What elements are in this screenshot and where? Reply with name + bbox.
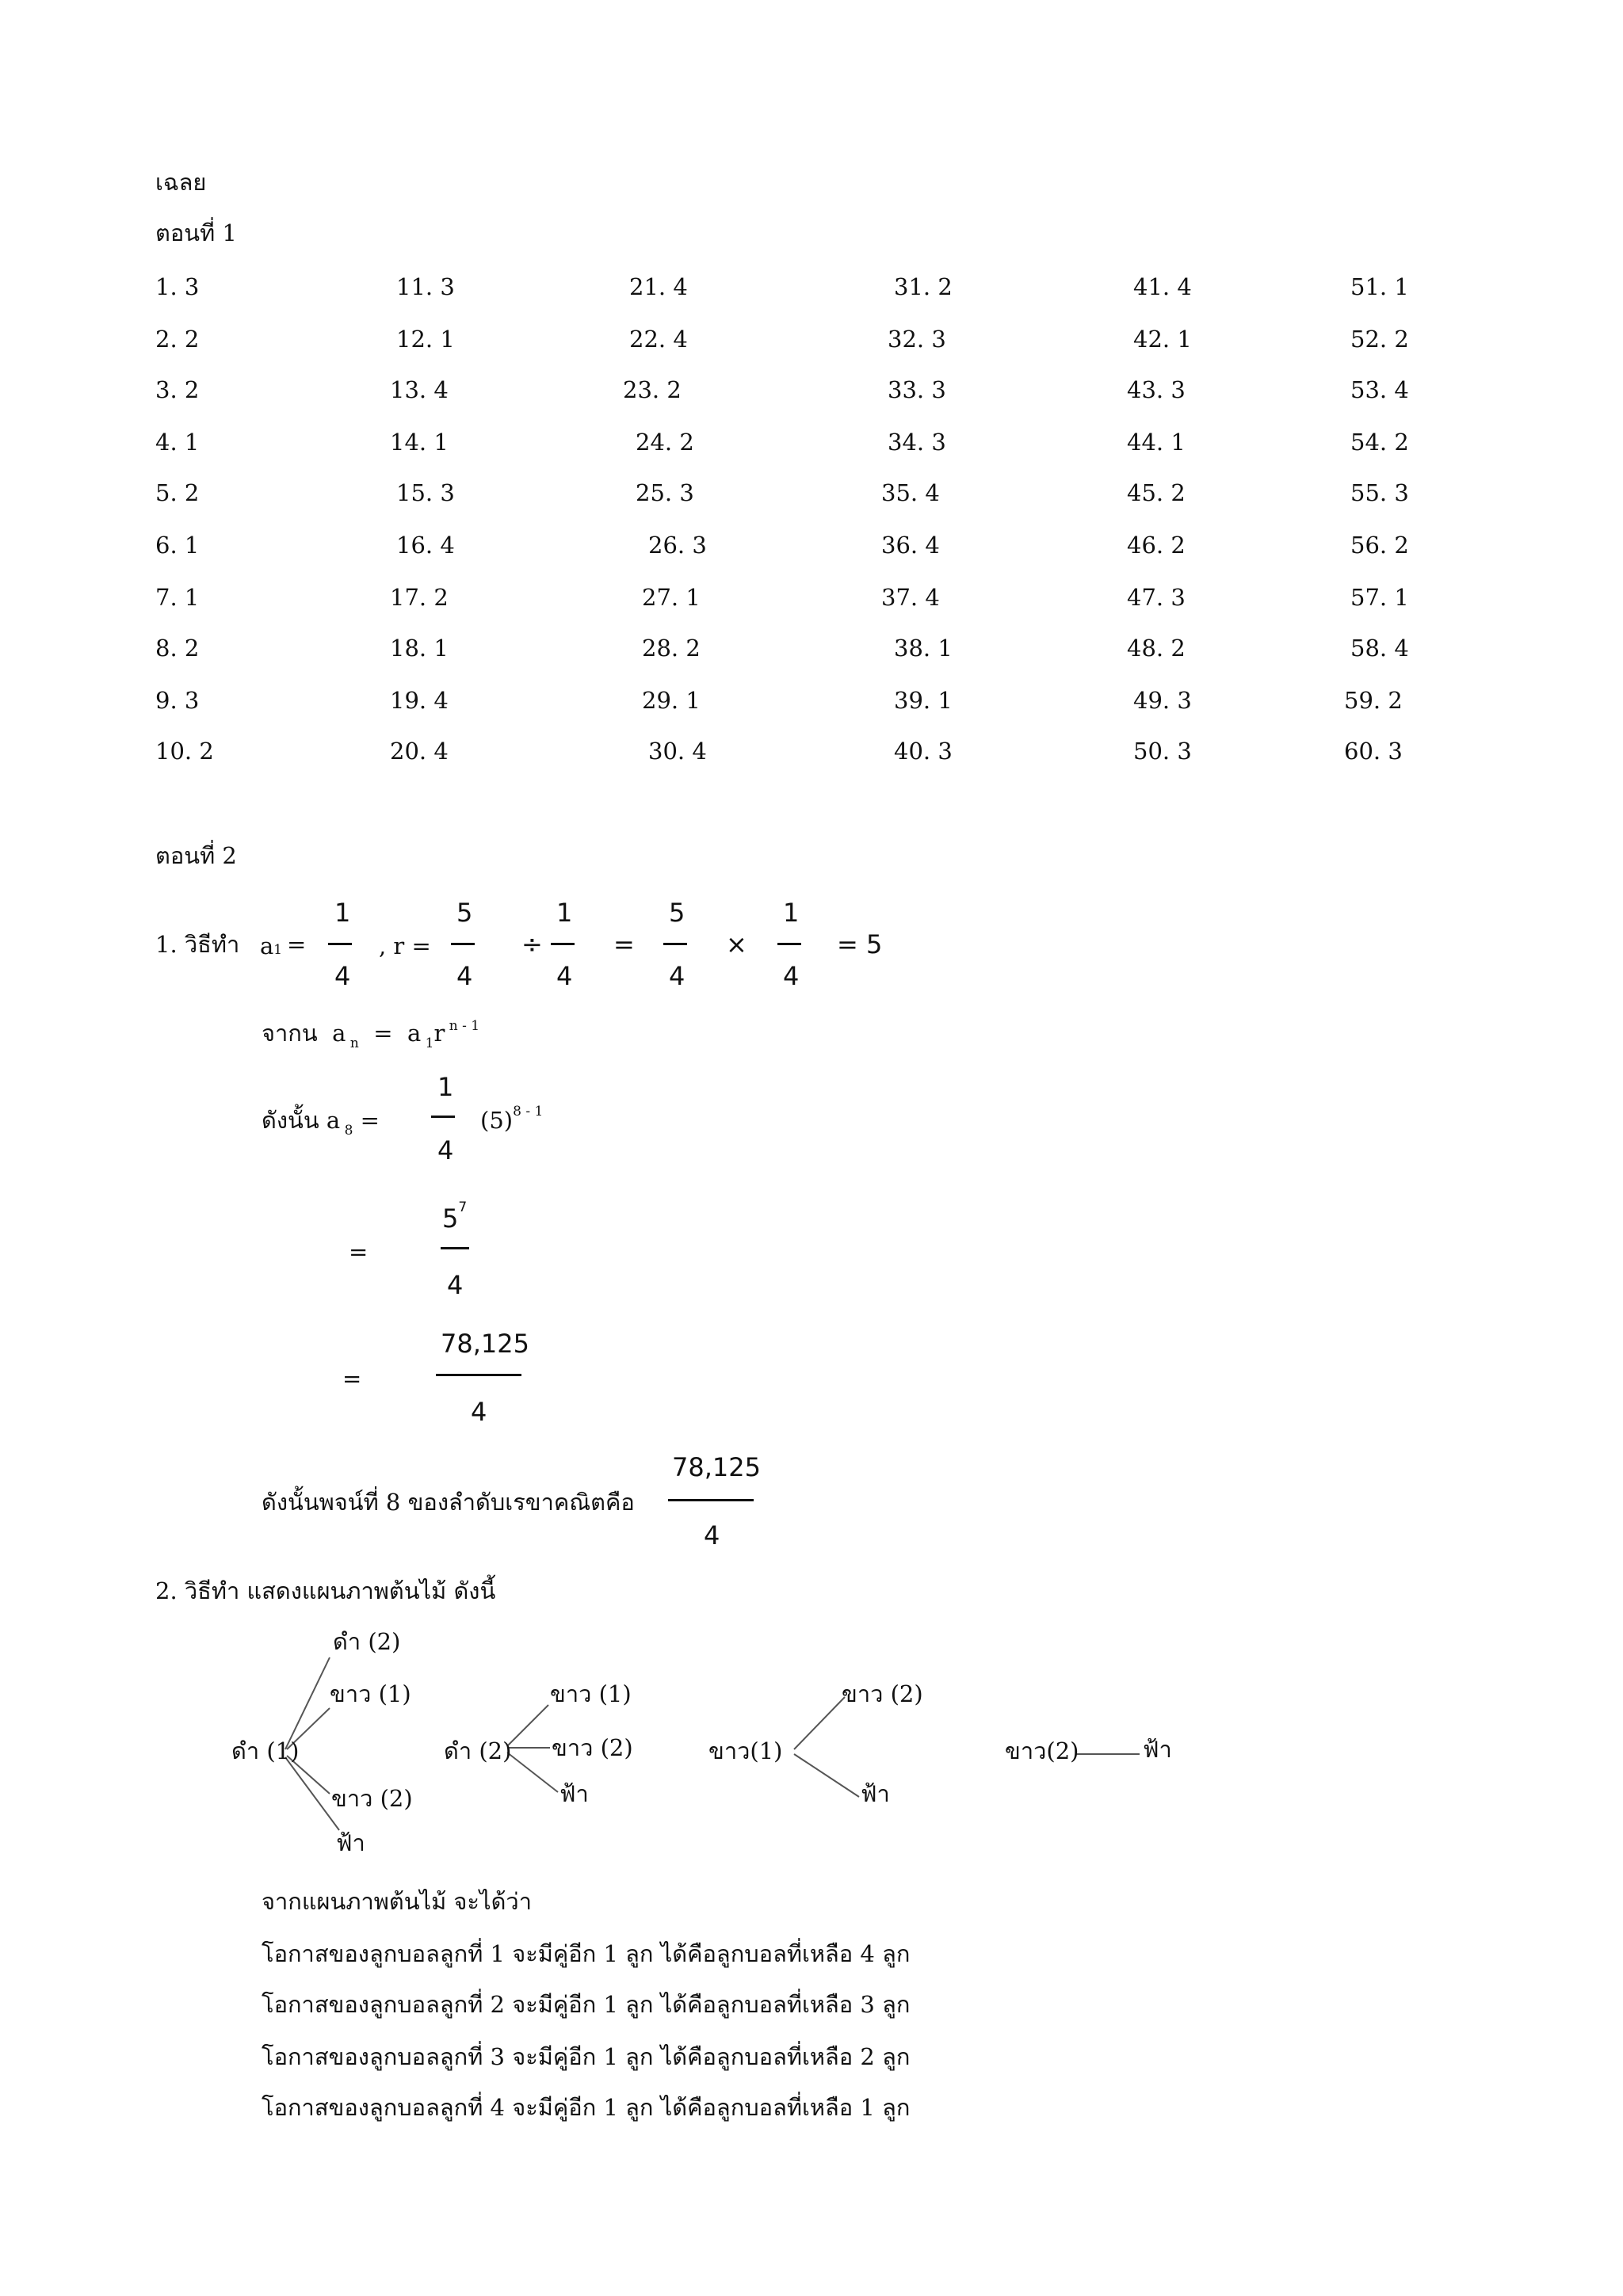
a8-frac-den: 4 xyxy=(437,1135,454,1165)
tree1-leaf-1: ดำ (2) xyxy=(333,1628,401,1655)
answer-item: 33. 3 xyxy=(888,376,946,403)
answer-item: 11. 3 xyxy=(396,273,455,300)
answer-item: 35. 4 xyxy=(881,479,940,506)
answer-item: 12. 1 xyxy=(396,326,455,353)
step2-num: $5^7$ xyxy=(442,1199,468,1234)
answer-item: 16. 4 xyxy=(396,532,455,559)
answer-item: 8. 2 xyxy=(155,635,200,662)
conclusion-den: 4 xyxy=(704,1520,720,1550)
answer-item: 31. 2 xyxy=(894,273,953,300)
a8-label: ดังนั้น a $_8$ = xyxy=(262,1107,380,1138)
answer-item: 40. 3 xyxy=(894,738,953,765)
answer-item: 46. 2 xyxy=(1127,532,1186,559)
frac5-num: 1 xyxy=(783,898,800,928)
answer-item: 43. 3 xyxy=(1127,376,1186,403)
step3-num: 78,125 xyxy=(441,1329,529,1359)
tree3-branch-1 xyxy=(794,1697,845,1749)
answer-item: 15. 3 xyxy=(396,479,455,506)
tree4-root: ขาว(2) xyxy=(1005,1737,1079,1764)
answer-item: 47. 3 xyxy=(1127,584,1186,611)
frac2-den: 4 xyxy=(456,961,473,991)
answer-item: 50. 3 xyxy=(1133,738,1192,765)
tree3-leaf-1: ขาว (2) xyxy=(842,1680,923,1707)
q1-conclusion: ดังนั้นพจน์ที่ 8 ของลำดับเรขาคณิตคือ xyxy=(262,1489,635,1516)
frac2-num: 5 xyxy=(456,898,473,928)
frac4-den: 4 xyxy=(669,961,685,991)
answer-item: 23. 2 xyxy=(623,376,682,403)
ratio-result: = 5 xyxy=(837,929,883,959)
answer-item: 3. 2 xyxy=(155,376,200,403)
equals-sign: = xyxy=(613,929,635,959)
tree2-leaf-1: ขาว (1) xyxy=(550,1680,632,1707)
answer-item: 30. 4 xyxy=(648,738,707,765)
answer-item: 44. 1 xyxy=(1127,429,1186,456)
step2-den: 4 xyxy=(447,1270,464,1300)
answer-item: 7. 1 xyxy=(155,584,200,611)
answer-item: 24. 2 xyxy=(636,429,694,456)
answer-item: 25. 3 xyxy=(636,479,694,506)
answer-item: 58. 4 xyxy=(1350,635,1409,662)
tree2-leaf-3: ฟ้า xyxy=(559,1780,589,1807)
answer-item: 37. 4 xyxy=(881,584,940,611)
answer-item: 21. 4 xyxy=(629,273,688,300)
answer-item: 36. 4 xyxy=(881,532,940,559)
a1-equals: = xyxy=(287,931,307,958)
q2-label: 2. วิธีทำ แสดงแผนภาพต้นไม้ ดังนี้ xyxy=(155,1577,496,1604)
answer-item: 27. 1 xyxy=(642,584,701,611)
tree2-branch-1 xyxy=(507,1705,548,1746)
divide-sign: ÷ xyxy=(521,929,543,959)
times-sign: × xyxy=(726,929,747,959)
step2-equals: = xyxy=(349,1238,369,1265)
answer-item: 18. 1 xyxy=(390,635,449,662)
answer-item: 54. 2 xyxy=(1350,429,1409,456)
answer-item: 1. 3 xyxy=(155,273,200,300)
frac1-num: 1 xyxy=(334,898,351,928)
tree4-leaf-1: ฟ้า xyxy=(1143,1736,1172,1763)
tree1-branch-1 xyxy=(285,1657,330,1749)
q2-line-4: โอกาสของลูกบอลลูกที่ 3 จะมีคู่อีก 1 ลูก ได้คือลูกบอลที่เหลือ 2 ลูก xyxy=(262,2043,911,2070)
answer-item: 49. 3 xyxy=(1133,687,1192,714)
answer-item: 6. 1 xyxy=(155,532,200,559)
tree2-root: ดำ (2) xyxy=(444,1737,512,1764)
r-label: , r = xyxy=(379,933,431,959)
tree1-root: ดำ (1) xyxy=(231,1737,300,1764)
page-title: เฉลย xyxy=(155,169,207,196)
frac3-num: 1 xyxy=(556,898,573,928)
a8-frac-num: 1 xyxy=(437,1072,454,1102)
answer-item: 26. 3 xyxy=(648,532,707,559)
tree1-leaf-3: ขาว (2) xyxy=(331,1785,413,1812)
tree1-leaf-2: ขาว (1) xyxy=(330,1680,411,1707)
part2-heading: ตอนที่ 2 xyxy=(155,842,237,869)
answer-item: 17. 2 xyxy=(390,584,449,611)
q2-line-3: โอกาสของลูกบอลลูกที่ 2 จะมีคู่อีก 1 ลูก ได้คือลูกบอลที่เหลือ 3 ลูก xyxy=(262,1991,911,2018)
answer-item: 20. 4 xyxy=(390,738,449,765)
answer-item: 10. 2 xyxy=(155,738,214,765)
answer-item: 45. 2 xyxy=(1127,479,1186,506)
tree3-leaf-2: ฟ้า xyxy=(861,1780,890,1807)
answer-item: 13. 4 xyxy=(390,376,449,403)
frac3-den: 4 xyxy=(556,961,573,991)
formula-line: จากน a $_n$ = a $_1$r $^{n - 1}$ xyxy=(262,1018,480,1051)
answer-item: 55. 3 xyxy=(1350,479,1409,506)
answer-item: 39. 1 xyxy=(894,687,953,714)
answer-item: 34. 3 xyxy=(888,429,946,456)
a8-power: $(5)^{8 - 1}$ xyxy=(480,1104,544,1134)
step3-den: 4 xyxy=(471,1397,487,1427)
answer-item: 38. 1 xyxy=(894,635,953,662)
answer-item: 2. 2 xyxy=(155,326,200,353)
answer-item: 53. 4 xyxy=(1350,376,1409,403)
answer-item: 22. 4 xyxy=(629,326,688,353)
conclusion-num: 78,125 xyxy=(672,1452,761,1482)
step3-equals: = xyxy=(342,1365,362,1392)
answer-item: 51. 1 xyxy=(1350,273,1409,300)
q1-label: 1. วิธีทำ xyxy=(155,931,240,958)
q2-line-1: จากแผนภาพต้นไม้ จะได้ว่า xyxy=(262,1888,532,1915)
tree1-leaf-4: ฟ้า xyxy=(336,1829,365,1856)
answer-item: 4. 1 xyxy=(155,429,200,456)
answer-item: 60. 3 xyxy=(1344,738,1403,765)
answer-item: 48. 2 xyxy=(1127,635,1186,662)
tree3-root: ขาว(1) xyxy=(708,1737,783,1764)
tree3-branch-2 xyxy=(794,1754,859,1797)
frac5-den: 4 xyxy=(783,961,800,991)
answer-item: 42. 1 xyxy=(1133,326,1192,353)
answer-item: 32. 3 xyxy=(888,326,946,353)
answer-item: 19. 4 xyxy=(390,687,449,714)
answer-item: 57. 1 xyxy=(1350,584,1409,611)
part1-heading: ตอนที่ 1 xyxy=(155,219,237,246)
answer-item: 9. 3 xyxy=(155,687,200,714)
answer-item: 59. 2 xyxy=(1344,687,1403,714)
q2-line-2: โอกาสของลูกบอลลูกที่ 1 จะมีคู่อีก 1 ลูก ได้คือลูกบอลที่เหลือ 4 ลูก xyxy=(262,1940,911,1967)
frac1-den: 4 xyxy=(334,961,351,991)
q2-line-5: โอกาสของลูกบอลลูกที่ 4 จะมีคู่อีก 1 ลูก ได้คือลูกบอลที่เหลือ 1 ลูก xyxy=(262,2094,911,2121)
frac4-num: 5 xyxy=(669,898,685,928)
answer-item: 52. 2 xyxy=(1350,326,1409,353)
answer-item: 41. 4 xyxy=(1133,273,1192,300)
answer-item: 28. 2 xyxy=(642,635,701,662)
answer-item: 29. 1 xyxy=(642,687,701,714)
tree2-branch-3 xyxy=(507,1753,558,1792)
a1-symbol: a1 xyxy=(260,933,283,959)
answer-item: 14. 1 xyxy=(390,429,449,456)
answer-item: 5. 2 xyxy=(155,479,200,506)
answer-item: 56. 2 xyxy=(1350,532,1409,559)
tree2-leaf-2: ขาว (2) xyxy=(552,1734,633,1761)
